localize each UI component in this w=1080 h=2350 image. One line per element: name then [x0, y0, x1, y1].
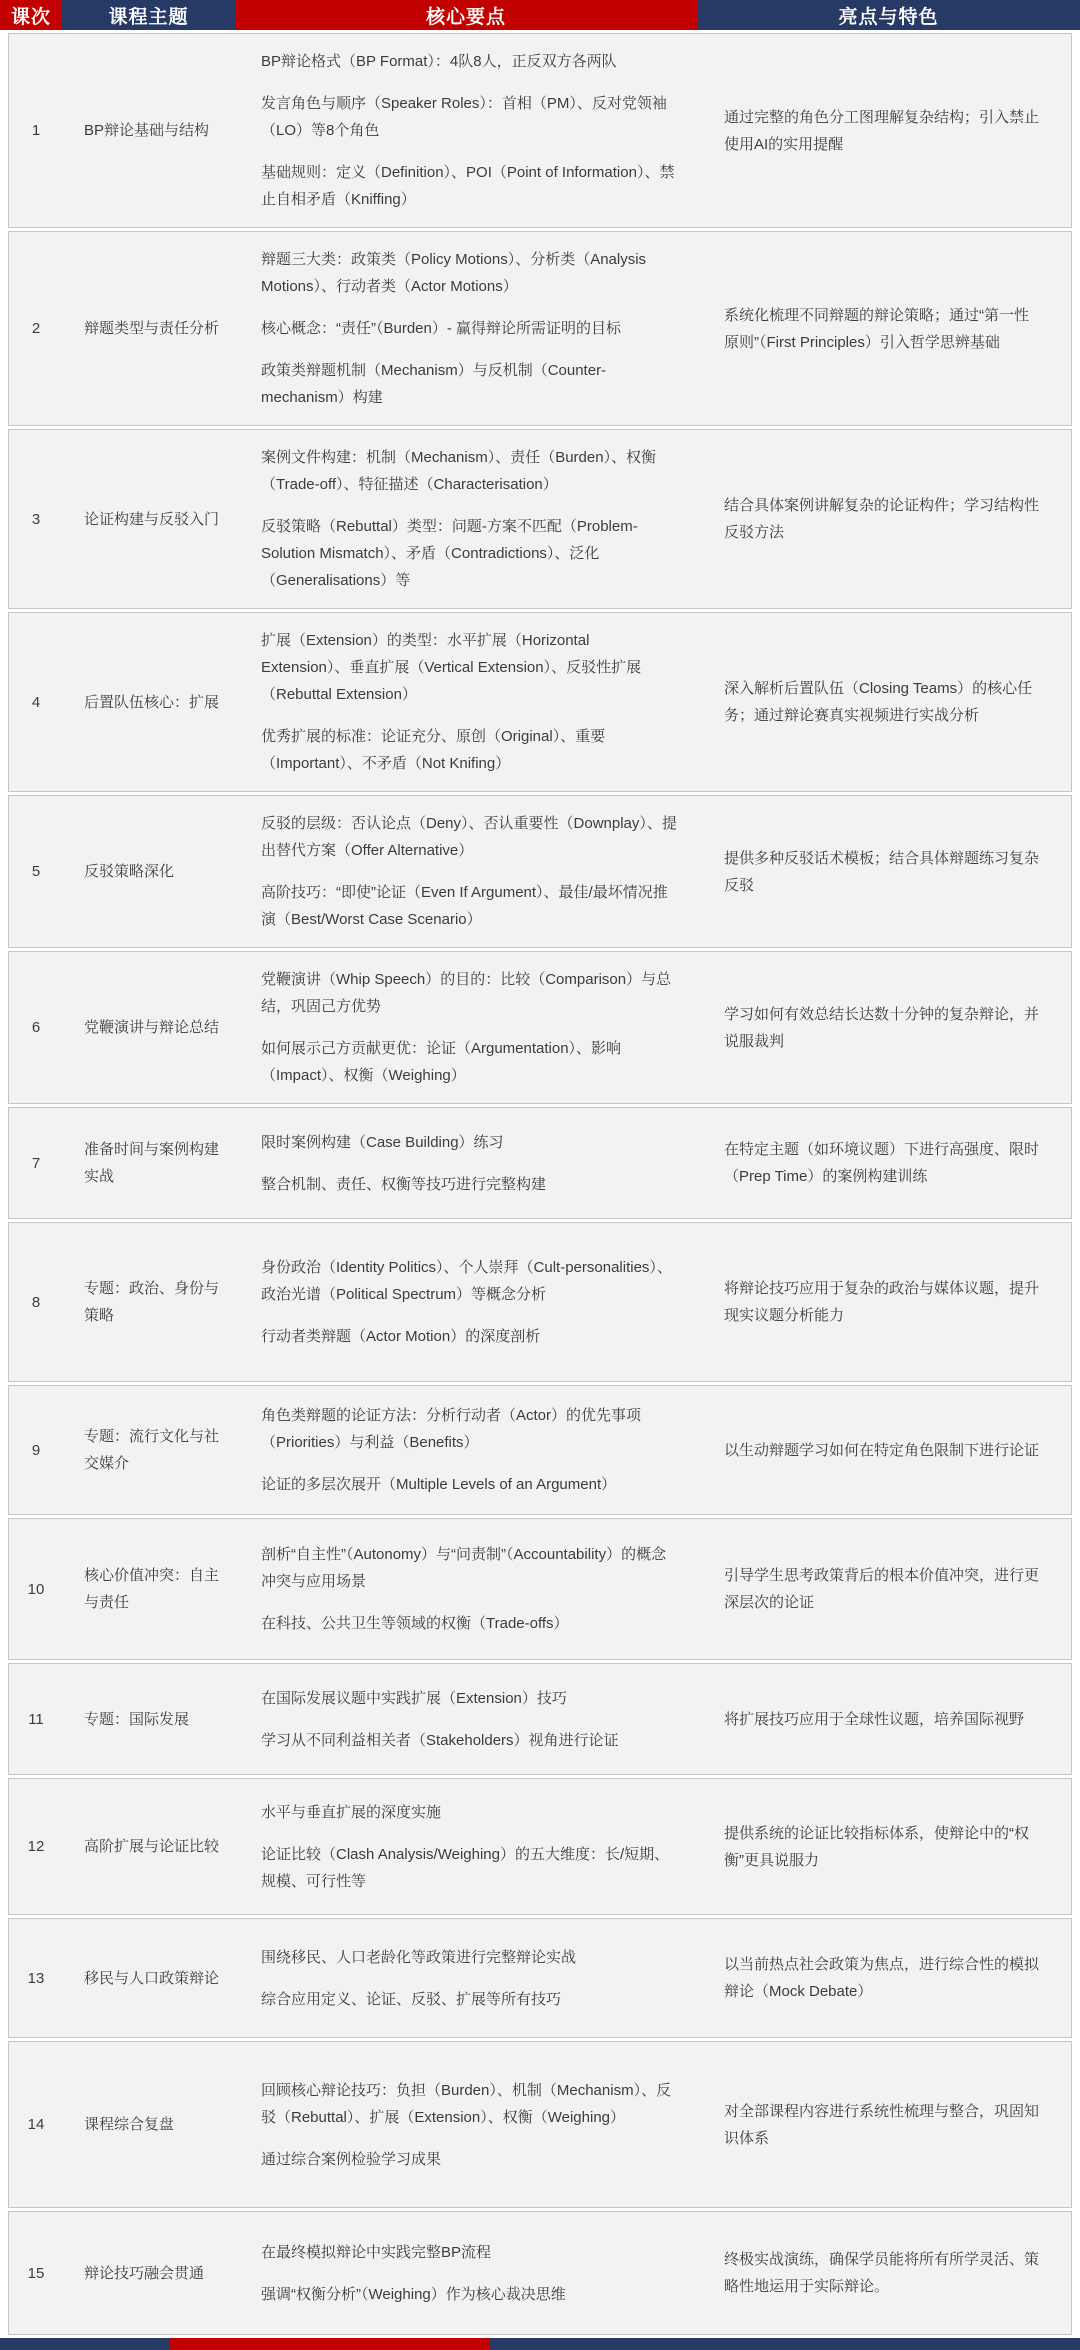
highlight-cell: 以生动辩题学习如何在特定角色限制下进行论证	[724, 1441, 1040, 1459]
header-lesson-number: 课次	[0, 0, 62, 30]
course-topic-cell: 移民与人口政策辩论	[84, 1969, 220, 1987]
core-point-paragraph: 回顾核心辩论技巧：负担（Burden）、机制（Mechanism）、反驳（Rebuttal）、扩展（Extension）、权衡（Weighing）	[261, 2081, 672, 2126]
core-point-paragraph: 党鞭演讲（Whip Speech）的目的：比较（Comparison）与总结，巩固己方优势	[261, 971, 672, 1015]
core-point-paragraph: 在最终模拟辩论中实践完整BP流程	[261, 2243, 492, 2261]
course-topic-cell: 专题：政治、身份与策略	[84, 1280, 220, 1324]
header-core-points: 核心要点	[235, 0, 697, 30]
table-row	[8, 33, 1072, 228]
course-topic-cell: 辩题类型与责任分析	[84, 320, 220, 337]
core-point-paragraph: 身份政治（Identity Politics）、个人崇拜（Cult-personalities）、政治光谱（Political Spectrum）等概念分析	[261, 1259, 672, 1303]
core-point-paragraph: 围绕移民、人口老龄化等政策进行完整辩论实战	[261, 1948, 577, 1966]
core-point-paragraph: 辩题三大类：政策类（Policy Motions）、分析类（Analysis Motions）、行动者类（Actor Motions）	[261, 251, 647, 295]
core-point-paragraph: 论证比较（Clash Analysis/Weighing）的五大维度：长/短期、规模、可行性等	[261, 1845, 670, 1890]
core-point-paragraph: 论证的多层次展开（Multiple Levels of an Argument）	[261, 1476, 617, 1493]
header-course-topic: 课程主题	[62, 0, 235, 30]
lesson-number-cell: 8	[31, 1293, 41, 1311]
core-point-paragraph: 学习从不同利益相关者（Stakeholders）视角进行论证	[261, 1731, 619, 1749]
lesson-number-cell: 12	[27, 1838, 45, 1855]
highlight-cell: 将辩论技巧应用于复杂的政治与媒体议题，提升现实议题分析能力	[724, 1280, 1040, 1324]
core-points-cell	[236, 1930, 698, 2027]
lesson-number-cell: 9	[31, 1441, 41, 1459]
highlight-cell: 学习如何有效总结长达数十分钟的复杂辩论，并说服裁判	[724, 1005, 1040, 1050]
core-points-cell	[236, 2225, 698, 2322]
course-topic-cell: 辩论技巧融会贯通	[84, 2264, 205, 2282]
lesson-number-cell: 6	[31, 1019, 41, 1036]
highlight-cell: 提供系统的论证比较指标体系，使辩论中的“权衡”更具说服力	[724, 1824, 1029, 1869]
lesson-number-cell: 7	[31, 1154, 41, 1172]
table-row	[8, 1222, 1072, 1382]
course-topic-cell: 后置队伍核心：扩展	[84, 693, 220, 711]
table-row	[8, 951, 1072, 1104]
highlight-cell: 结合具体案例讲解复杂的论证构件；学习结构性反驳方法	[724, 497, 1040, 541]
highlight-cell: 系统化梳理不同辩题的辩论策略；通过“第一性原则”（First Principles）引入哲学思辨基础	[724, 306, 1029, 351]
table-row	[8, 1385, 1072, 1515]
core-point-paragraph: 在科技、公共卫生等领域的权衡（Trade-offs）	[261, 1615, 569, 1632]
footer-red-segment	[170, 2338, 490, 2350]
course-topic-cell: 核心价值冲突：自主与责任	[84, 1567, 220, 1611]
rows-container	[8, 30, 1072, 2335]
core-points-cell	[236, 1388, 698, 1512]
core-point-paragraph: 反驳的层级：否认论点（Deny）、否认重要性（Downplay）、提出替代方案（Offer Alternative）	[261, 815, 677, 859]
core-point-paragraph: 水平与垂直扩展的深度实施	[261, 1803, 442, 1821]
course-topic-cell: BP辩论基础与结构	[84, 122, 210, 139]
core-points-cell	[236, 1671, 698, 1768]
footer-bar	[0, 2338, 1080, 2350]
core-points-cell	[236, 2063, 698, 2187]
core-point-paragraph: 如何展示己方贡献更优：论证（Argumentation）、影响（Impact）、权衡（Weighing）	[261, 1040, 622, 1084]
core-point-paragraph: 强调“权衡分析”（Weighing）作为核心裁决思维	[261, 2285, 566, 2303]
table-header-row	[0, 0, 1080, 30]
table-row	[8, 1518, 1072, 1660]
highlight-cell: 终极实战演练，确保学员能将所有所学灵活、策略性地运用于实际辩论。	[724, 2251, 1040, 2295]
core-points-cell	[236, 1527, 698, 1651]
highlight-cell: 以当前热点社会政策为焦点，进行综合性的模拟辩论（Mock Debate）	[724, 1956, 1040, 2000]
highlight-cell: 深入解析后置队伍（Closing Teams）的核心任务；通过辩论赛真实视频进行实战分析	[724, 680, 1033, 724]
core-point-paragraph: BP辩论格式（BP Format）：4队8人，正反双方各两队	[261, 53, 617, 70]
core-point-paragraph: 发言角色与顺序（Speaker Roles）：首相（PM）、反对党领袖（LO）等8个角色	[261, 95, 667, 139]
core-point-paragraph: 优秀扩展的标准：论证充分、原创（Original）、重要（Important）、不矛盾（Not Knifing）	[261, 728, 606, 772]
table-row	[8, 429, 1072, 609]
lesson-number-cell: 14	[27, 2116, 45, 2133]
core-points-cell	[236, 613, 698, 791]
core-point-paragraph: 核心概念：“责任”（Burden）- 赢得辩论所需证明的目标	[261, 320, 622, 337]
course-topic-cell: 准备时间与案例构建实战	[84, 1141, 220, 1185]
core-point-paragraph: 扩展（Extension）的类型：水平扩展（Horizontal Extension）、垂直扩展（Vertical Extension）、反驳性扩展（Rebuttal Extension）	[261, 632, 642, 703]
lesson-number-cell: 15	[27, 2264, 45, 2282]
core-point-paragraph: 在国际发展议题中实践扩展（Extension）技巧	[261, 1689, 567, 1707]
lesson-number-cell: 11	[28, 1710, 44, 1728]
course-topic-cell: 专题：流行文化与社交媒介	[84, 1428, 220, 1472]
table-row	[8, 2041, 1072, 2208]
core-point-paragraph: 行动者类辩题（Actor Motion）的深度剖析	[261, 1328, 541, 1345]
table-row	[8, 612, 1072, 792]
core-point-paragraph: 剖析“自主性”（Autonomy）与“问责制”（Accountability）的概念冲突与应用场景	[261, 1546, 667, 1590]
core-points-cell	[236, 1115, 698, 1212]
highlight-cell: 提供多种反驳话术模板；结合具体辩题练习复杂反驳	[724, 849, 1040, 894]
core-points-cell	[236, 430, 698, 608]
course-topic-cell: 反驳策略深化	[84, 863, 175, 880]
highlight-cell: 在特定主题（如环境议题）下进行高强度、限时（Prep Time）的案例构建训练	[724, 1141, 1040, 1185]
table-row	[8, 1107, 1072, 1219]
core-points-cell	[236, 1240, 698, 1364]
core-point-paragraph: 高阶技巧：“即使”论证（Even If Argument）、最佳/最坏情况推演（Best/Worst Case Scenario）	[261, 884, 668, 928]
table-row	[8, 1778, 1072, 1915]
header-highlights: 亮点与特色	[697, 0, 1080, 30]
core-point-paragraph: 反驳策略（Rebuttal）类型：问题-方案不匹配（Problem-Solution Mismatch）、矛盾（Contradictions）、泛化（Generalisations）等	[261, 518, 638, 589]
course-topic-cell: 高阶扩展与论证比较	[84, 1838, 220, 1855]
table-row	[8, 2211, 1072, 2335]
course-topic-cell: 课程综合复盘	[84, 2116, 175, 2133]
core-points-cell	[236, 232, 698, 425]
table-row	[8, 231, 1072, 426]
lesson-number-cell: 5	[31, 863, 41, 880]
course-topic-cell: 专题：国际发展	[84, 1710, 190, 1728]
core-point-paragraph: 政策类辩题机制（Mechanism）与反机制（Counter-mechanism）构建	[261, 362, 607, 406]
highlight-cell: 通过完整的角色分工图理解复杂结构；引入禁止使用AI的实用提醒	[724, 108, 1040, 153]
lesson-number-cell: 13	[27, 1969, 45, 1987]
table-row	[8, 1918, 1072, 2038]
lesson-number-cell: 4	[31, 693, 41, 711]
core-point-paragraph: 综合应用定义、论证、反驳、扩展等所有技巧	[261, 1990, 562, 2008]
highlight-cell: 将扩展技巧应用于全球性议题，培养国际视野	[724, 1710, 1025, 1728]
core-point-paragraph: 限时案例构建（Case Building）练习	[261, 1133, 504, 1151]
core-point-paragraph: 通过综合案例检验学习成果	[261, 2150, 442, 2168]
core-point-paragraph: 整合机制、责任、权衡等技巧进行完整构建	[261, 1175, 547, 1193]
core-points-cell	[236, 1785, 698, 1909]
table-row	[8, 795, 1072, 948]
lesson-number-cell: 2	[31, 320, 41, 337]
core-points-cell	[236, 796, 698, 947]
core-point-paragraph: 基础规则：定义（Definition）、POI（Point of Information）、禁止自相矛盾（Kniffing）	[261, 164, 675, 208]
core-points-cell	[236, 34, 698, 227]
highlight-cell: 对全部课程内容进行系统性梳理与整合，巩固知识体系	[724, 2102, 1040, 2147]
core-point-paragraph: 案例文件构建：机制（Mechanism）、责任（Burden）、权衡（Trade-off）、特征描述（Characterisation）	[261, 449, 657, 493]
lesson-number-cell: 3	[31, 510, 41, 528]
core-points-cell	[236, 952, 698, 1103]
lesson-number-cell: 10	[27, 1580, 45, 1598]
course-topic-cell: 论证构建与反驳入门	[84, 510, 220, 528]
course-topic-cell: 党鞭演讲与辩论总结	[84, 1019, 220, 1036]
core-point-paragraph: 角色类辩题的论证方法：分析行动者（Actor）的优先事项（Priorities）与利益（Benefits）	[261, 1407, 642, 1451]
highlight-cell: 引导学生思考政策背后的根本价值冲突，进行更深层次的论证	[724, 1567, 1040, 1611]
lesson-number-cell: 1	[31, 122, 41, 139]
table-row	[8, 1663, 1072, 1775]
